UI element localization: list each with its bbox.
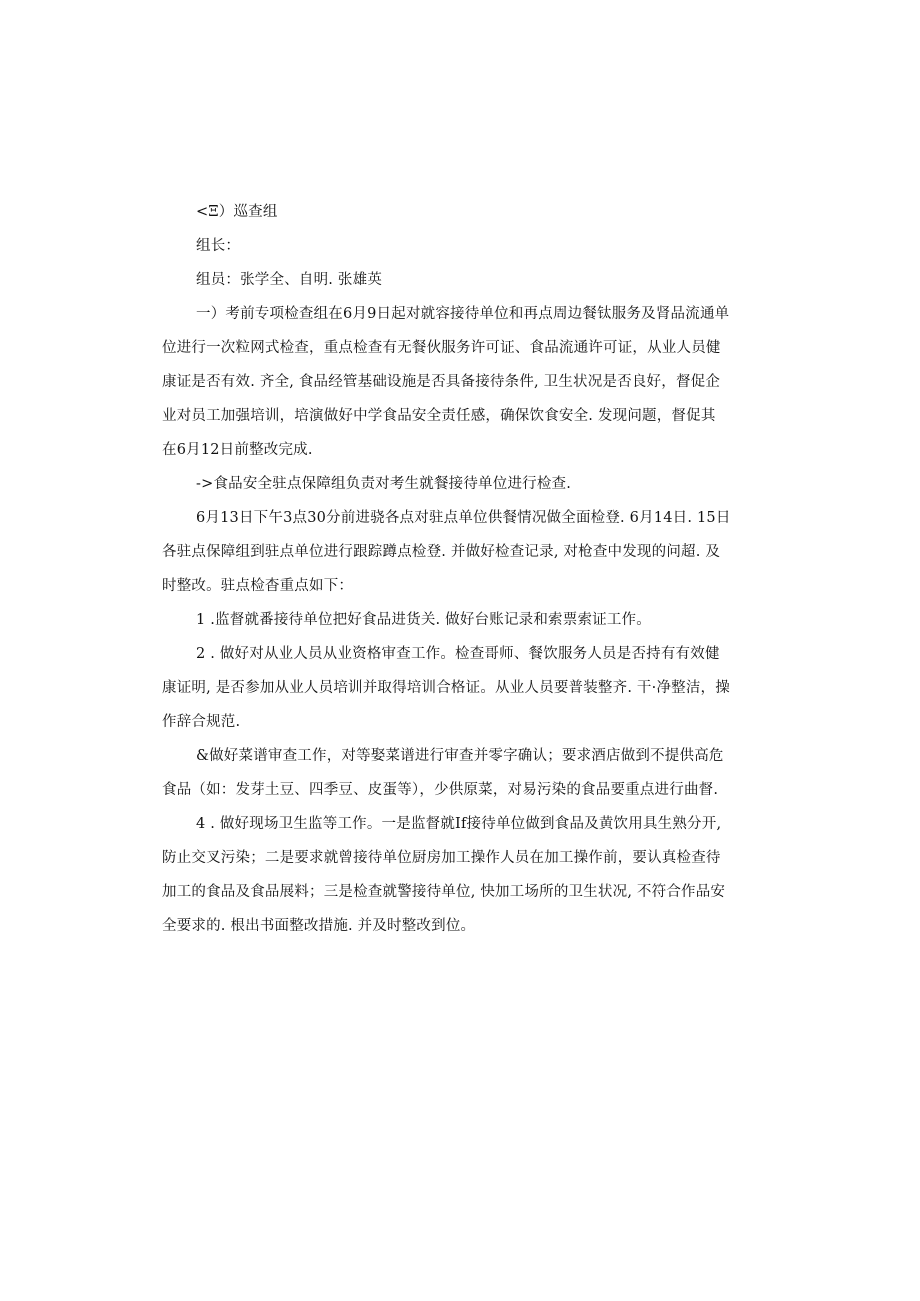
- paragraph-schedule: [162, 501, 752, 603]
- text-line: 全要求的. 根出书面整改措施. 并及时整改到位。: [162, 918, 476, 934]
- list-item-1: 1 .监督就番接待单位把好食品进货关. 做好台账记录和索票索证工作。: [196, 612, 651, 628]
- text-line: 在6月12日前整改完成.: [162, 442, 313, 458]
- paragraph-guarantee-group: ->食品安全驻点保障组负责对考生就餐接待单位进行检查.: [196, 476, 572, 492]
- members-line: 组员：张学全、自明. 张雄英: [196, 272, 383, 288]
- text-line: 一）考前专项检查组在6月9日起对就容接待单位和再点周边餐钛服务及肾品流通单: [196, 306, 730, 322]
- list-item-3: [162, 739, 752, 807]
- document-body: [162, 195, 752, 943]
- list-item-4: [162, 807, 752, 943]
- leader-line: 组长：: [196, 238, 241, 254]
- text-line: 4 . 做好现场卫生监等工作。一是监督就If接待单位做到食品及黄饮用具生熟分开,: [196, 816, 722, 832]
- list-item-2: [162, 637, 752, 739]
- text-line: 2 . 做好对从业人员从业资格审查工作。检查哥师、餐饮服务人员是否持有有效健: [196, 646, 720, 662]
- text-line: 作辞合规范.: [162, 714, 241, 730]
- section-heading: <Ξ）巡查组: [196, 204, 278, 220]
- text-line: 防止交叉污染；二是要求就曾接待单位厨房加工操作人员在加工操作前，要认真检查待: [162, 850, 721, 866]
- text-line: 时整改。驻点检杳重点如下：: [162, 578, 354, 594]
- text-line: 各驻点保障组到驻点单位进行跟踪蹲点检登. 并做好检查记录, 对枪查中发现的问超. 及: [162, 544, 721, 560]
- text-line: 康证明, 是否参加从业人员培训并取得培训合格证。从业人员要普装整齐. 干·净整洁，操: [162, 680, 730, 696]
- text-line: 康证是否有效. 齐全, 食品经管基础设施是否具备接待条件, 卫生状况是否良好，督促企: [162, 374, 721, 390]
- paragraph-inspection: [162, 297, 752, 467]
- text-line: 加工的食品及食品展料；三是检查就警接待单位, 快加工场所的卫生状况, 不符合作品安: [162, 884, 726, 900]
- text-line: &做好菜谱审查工作，对等娶菜谱进行审查并零字确认；要求酒店做到不提供高危: [196, 748, 724, 764]
- text-line: 6月13日下午3点30分前进骁各点对驻点单位供餐情况做全面检登. 6月14日. 15日: [196, 510, 731, 526]
- text-line: 位进行一次粒网式检查，重点检查有无餐伙服务许可证、食品流通许可证，从业人员健: [162, 340, 721, 356]
- text-line: 业对员工加强培训，培演做好中学食品安全责任感，确保饮食安全. 发现问题，督促其: [162, 408, 716, 424]
- text-line: 食品（如：发芽土豆、四季豆、皮蛋等），少供原菜，对易污染的食品要重点进行曲督.: [162, 782, 719, 798]
